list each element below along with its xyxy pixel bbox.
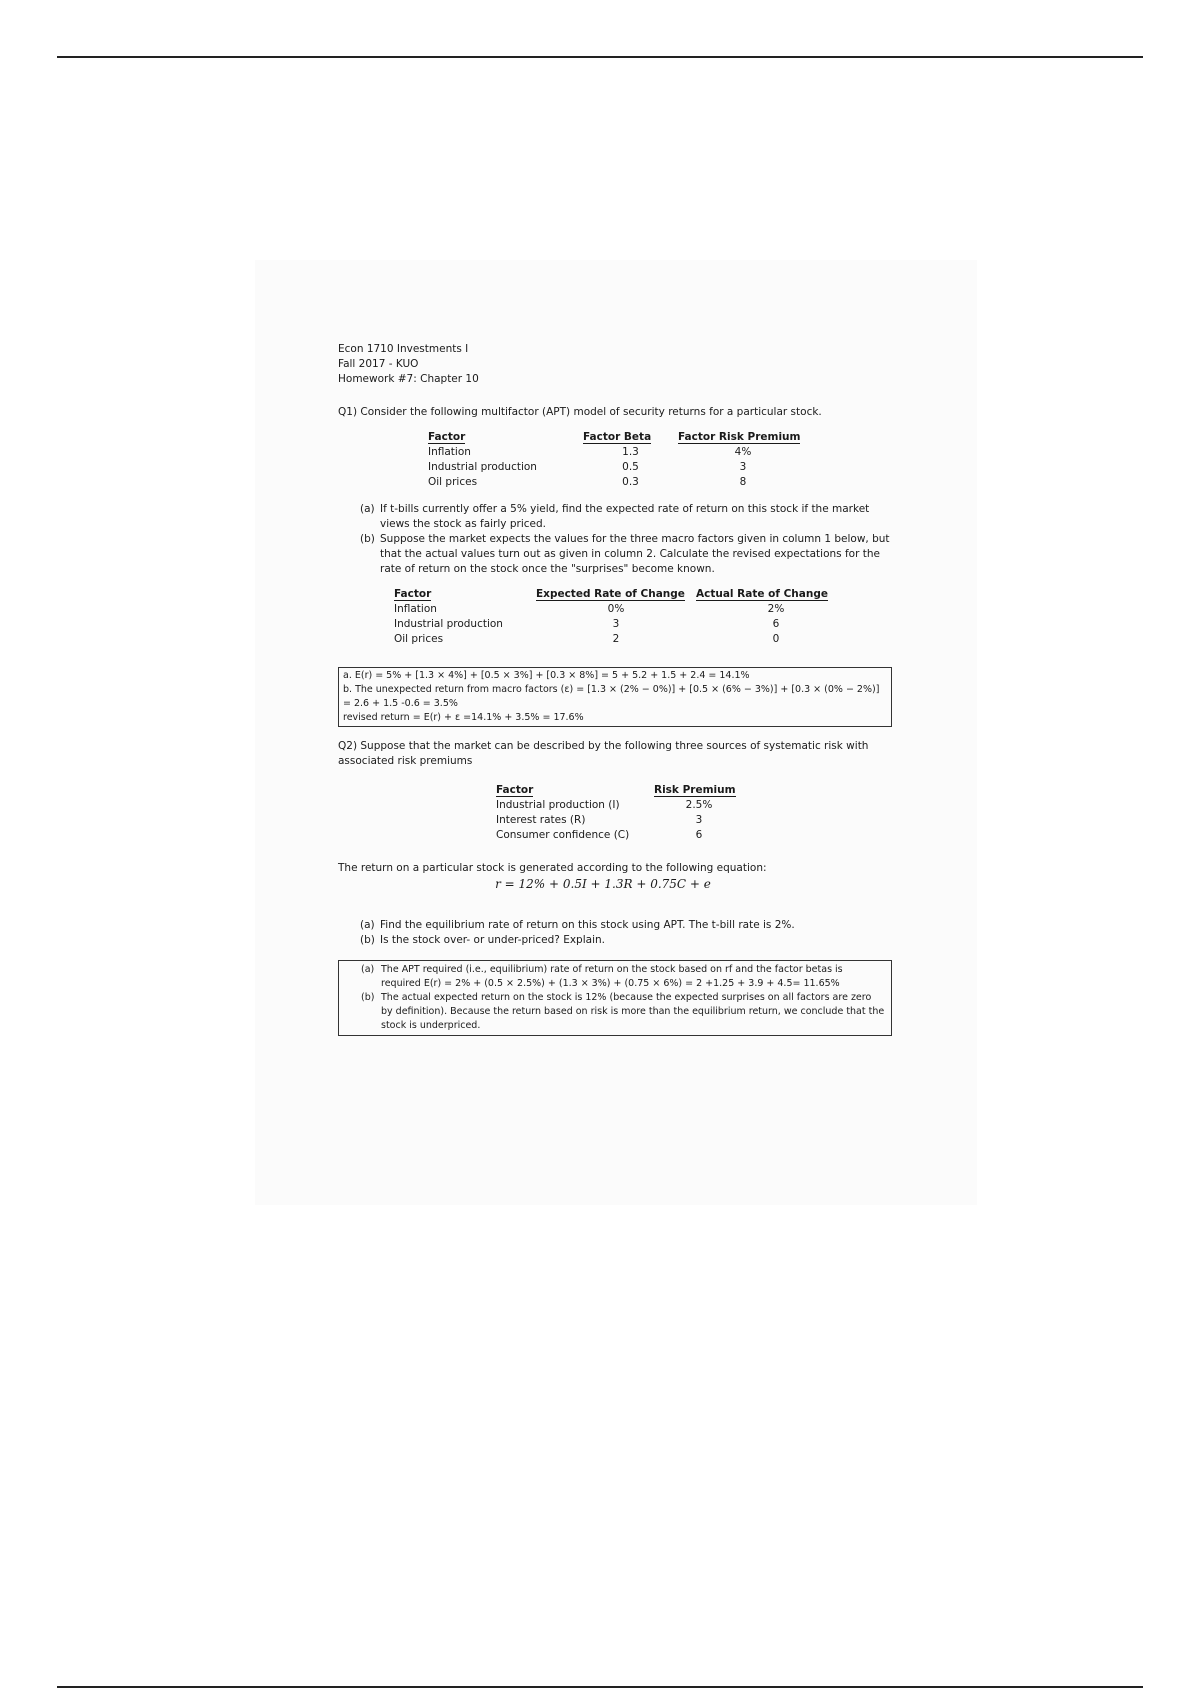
table-header: Factor — [428, 431, 466, 443]
table-row — [496, 813, 744, 828]
part-text: Is the stock over- or under-priced? Explain. — [380, 934, 605, 946]
table-cell: 0% — [607, 603, 625, 615]
table-cell: Interest rates (R) — [496, 814, 586, 826]
table-cell: Consumer confidence (C) — [496, 829, 630, 841]
table-cell: 0.3 — [622, 476, 639, 488]
term: Fall 2017 - KUO — [338, 358, 419, 370]
q2-equation-intro: The return on a particular stock is generated according to the following equation: — [338, 862, 767, 874]
q1-prompt: Q1) Consider the following multifactor (APT) model of security returns for a particular stock. — [338, 406, 822, 418]
table-cell: Industrial production — [428, 461, 537, 473]
course-name: Econ 1710 Investments I — [338, 343, 469, 355]
table-cell: Oil prices — [428, 476, 478, 488]
document-header — [338, 342, 898, 387]
answer-item-b — [361, 991, 885, 1033]
part-text: Find the equilibrium rate of return on this stock using APT. The t-bill rate is 2%. — [380, 919, 795, 931]
table-cell: Inflation — [394, 603, 437, 615]
table-header: Actual Rate of Change — [696, 588, 828, 600]
assignment-title: Homework #7: Chapter 10 — [338, 373, 479, 385]
table-cell: 2% — [767, 603, 785, 615]
q2-return-equation: r = 12% + 0.5I + 1.3R + 0.75C + e — [495, 877, 711, 891]
table-cell: 3 — [695, 814, 703, 826]
table-cell: 3 — [739, 461, 747, 473]
table-row — [394, 602, 856, 617]
answer-text: The actual expected return on the stock is 12% (because the expected surprises on all factors are zero by definition). Because the return based on risk is more than the equilibrium return, we conclude that the stock is underpriced. — [381, 992, 885, 1031]
table-row — [394, 617, 856, 632]
page-top-rule — [57, 56, 1143, 58]
table-cell: 4% — [734, 446, 752, 458]
part-label: (a) — [360, 503, 375, 515]
part-label: (a) — [360, 919, 375, 931]
table-header: Factor Beta — [583, 431, 652, 443]
table-cell: 3 — [612, 618, 620, 630]
table-row — [428, 445, 808, 460]
table-cell: Industrial production (I) — [496, 799, 620, 811]
part-text: If t-bills currently offer a 5% yield, find the expected rate of return on this stock if the market views the stock as fairly priced. — [380, 503, 870, 530]
part-label: (b) — [360, 533, 375, 545]
table-cell: Industrial production — [394, 618, 503, 630]
table-cell: Inflation — [428, 446, 471, 458]
table-cell: 0 — [772, 633, 780, 645]
answer-line: revised return = E(r) + ε =14.1% + 3.5% = 17.6% — [343, 712, 584, 723]
q1-part-b — [360, 532, 898, 577]
table-header: Risk Premium — [654, 784, 736, 796]
table-row — [496, 798, 744, 813]
table-row — [394, 632, 856, 647]
table-cell: 0.5 — [622, 461, 639, 473]
q1-part-a — [360, 502, 898, 532]
table-cell: Oil prices — [394, 633, 444, 645]
q1-surprise-table — [394, 587, 856, 647]
q2-part-a — [360, 918, 898, 933]
table-cell: 2.5% — [685, 799, 713, 811]
q1-answer-box — [338, 667, 892, 727]
answer-text: The APT required (i.e., equilibrium) rate of return on the stock based on rf and the factor betas is required E(r) = 2% + (0.5 × 2.5%) + (1.3 × 3%) + (0.75 × 6%) = 2 +1.25 + 3.9 + 4.5= 11.65% — [381, 964, 843, 989]
part-label: (b) — [360, 934, 375, 946]
q2-factor-table — [496, 783, 744, 843]
q2-part-b — [360, 933, 898, 948]
table-row — [428, 460, 808, 475]
table-cell: 2 — [612, 633, 620, 645]
table-header: Expected Rate of Change — [536, 588, 685, 600]
q1-parts — [338, 502, 898, 577]
q1-factor-table — [428, 430, 808, 490]
table-cell: 6 — [772, 618, 780, 630]
answer-line: a. E(r) = 5% + [1.3 × 4%] + [0.5 × 3%] + [0.3 × 8%] = 5 + 5.2 + 1.5 + 2.4 = 14.1% — [343, 670, 750, 681]
table-cell: 6 — [695, 829, 703, 841]
q2-parts — [338, 918, 898, 948]
part-text: Suppose the market expects the values for the three macro factors given in column 1 below, but that the actual values turn out as given in column 2. Calculate the revised expectations for the rate of return on the stock once the "surprises" become known. — [380, 533, 890, 575]
table-row — [496, 828, 744, 843]
page-bottom-rule — [57, 1686, 1143, 1688]
table-row — [428, 475, 808, 490]
table-cell: 1.3 — [622, 446, 639, 458]
q2-answer-box — [338, 960, 892, 1036]
answer-line: b. The unexpected return from macro factors (ε) = [1.3 × (2% − 0%)] + [0.5 × (6% − 3%)] + [0.3 × (0% − 2%)] = 2.6 + 1.5 -0.6 = 3.5% — [343, 684, 880, 709]
table-header: Factor — [394, 588, 432, 600]
table-cell: 8 — [739, 476, 747, 488]
homework-document — [338, 342, 898, 1036]
table-header: Factor — [496, 784, 534, 796]
part-label: (a) — [361, 964, 375, 975]
q2-prompt: Q2) Suppose that the market can be described by the following three sources of systematic risk with associated risk premiums — [338, 740, 869, 767]
answer-item-a — [361, 963, 885, 991]
table-header: Factor Risk Premium — [678, 431, 801, 443]
part-label: (b) — [361, 992, 375, 1003]
